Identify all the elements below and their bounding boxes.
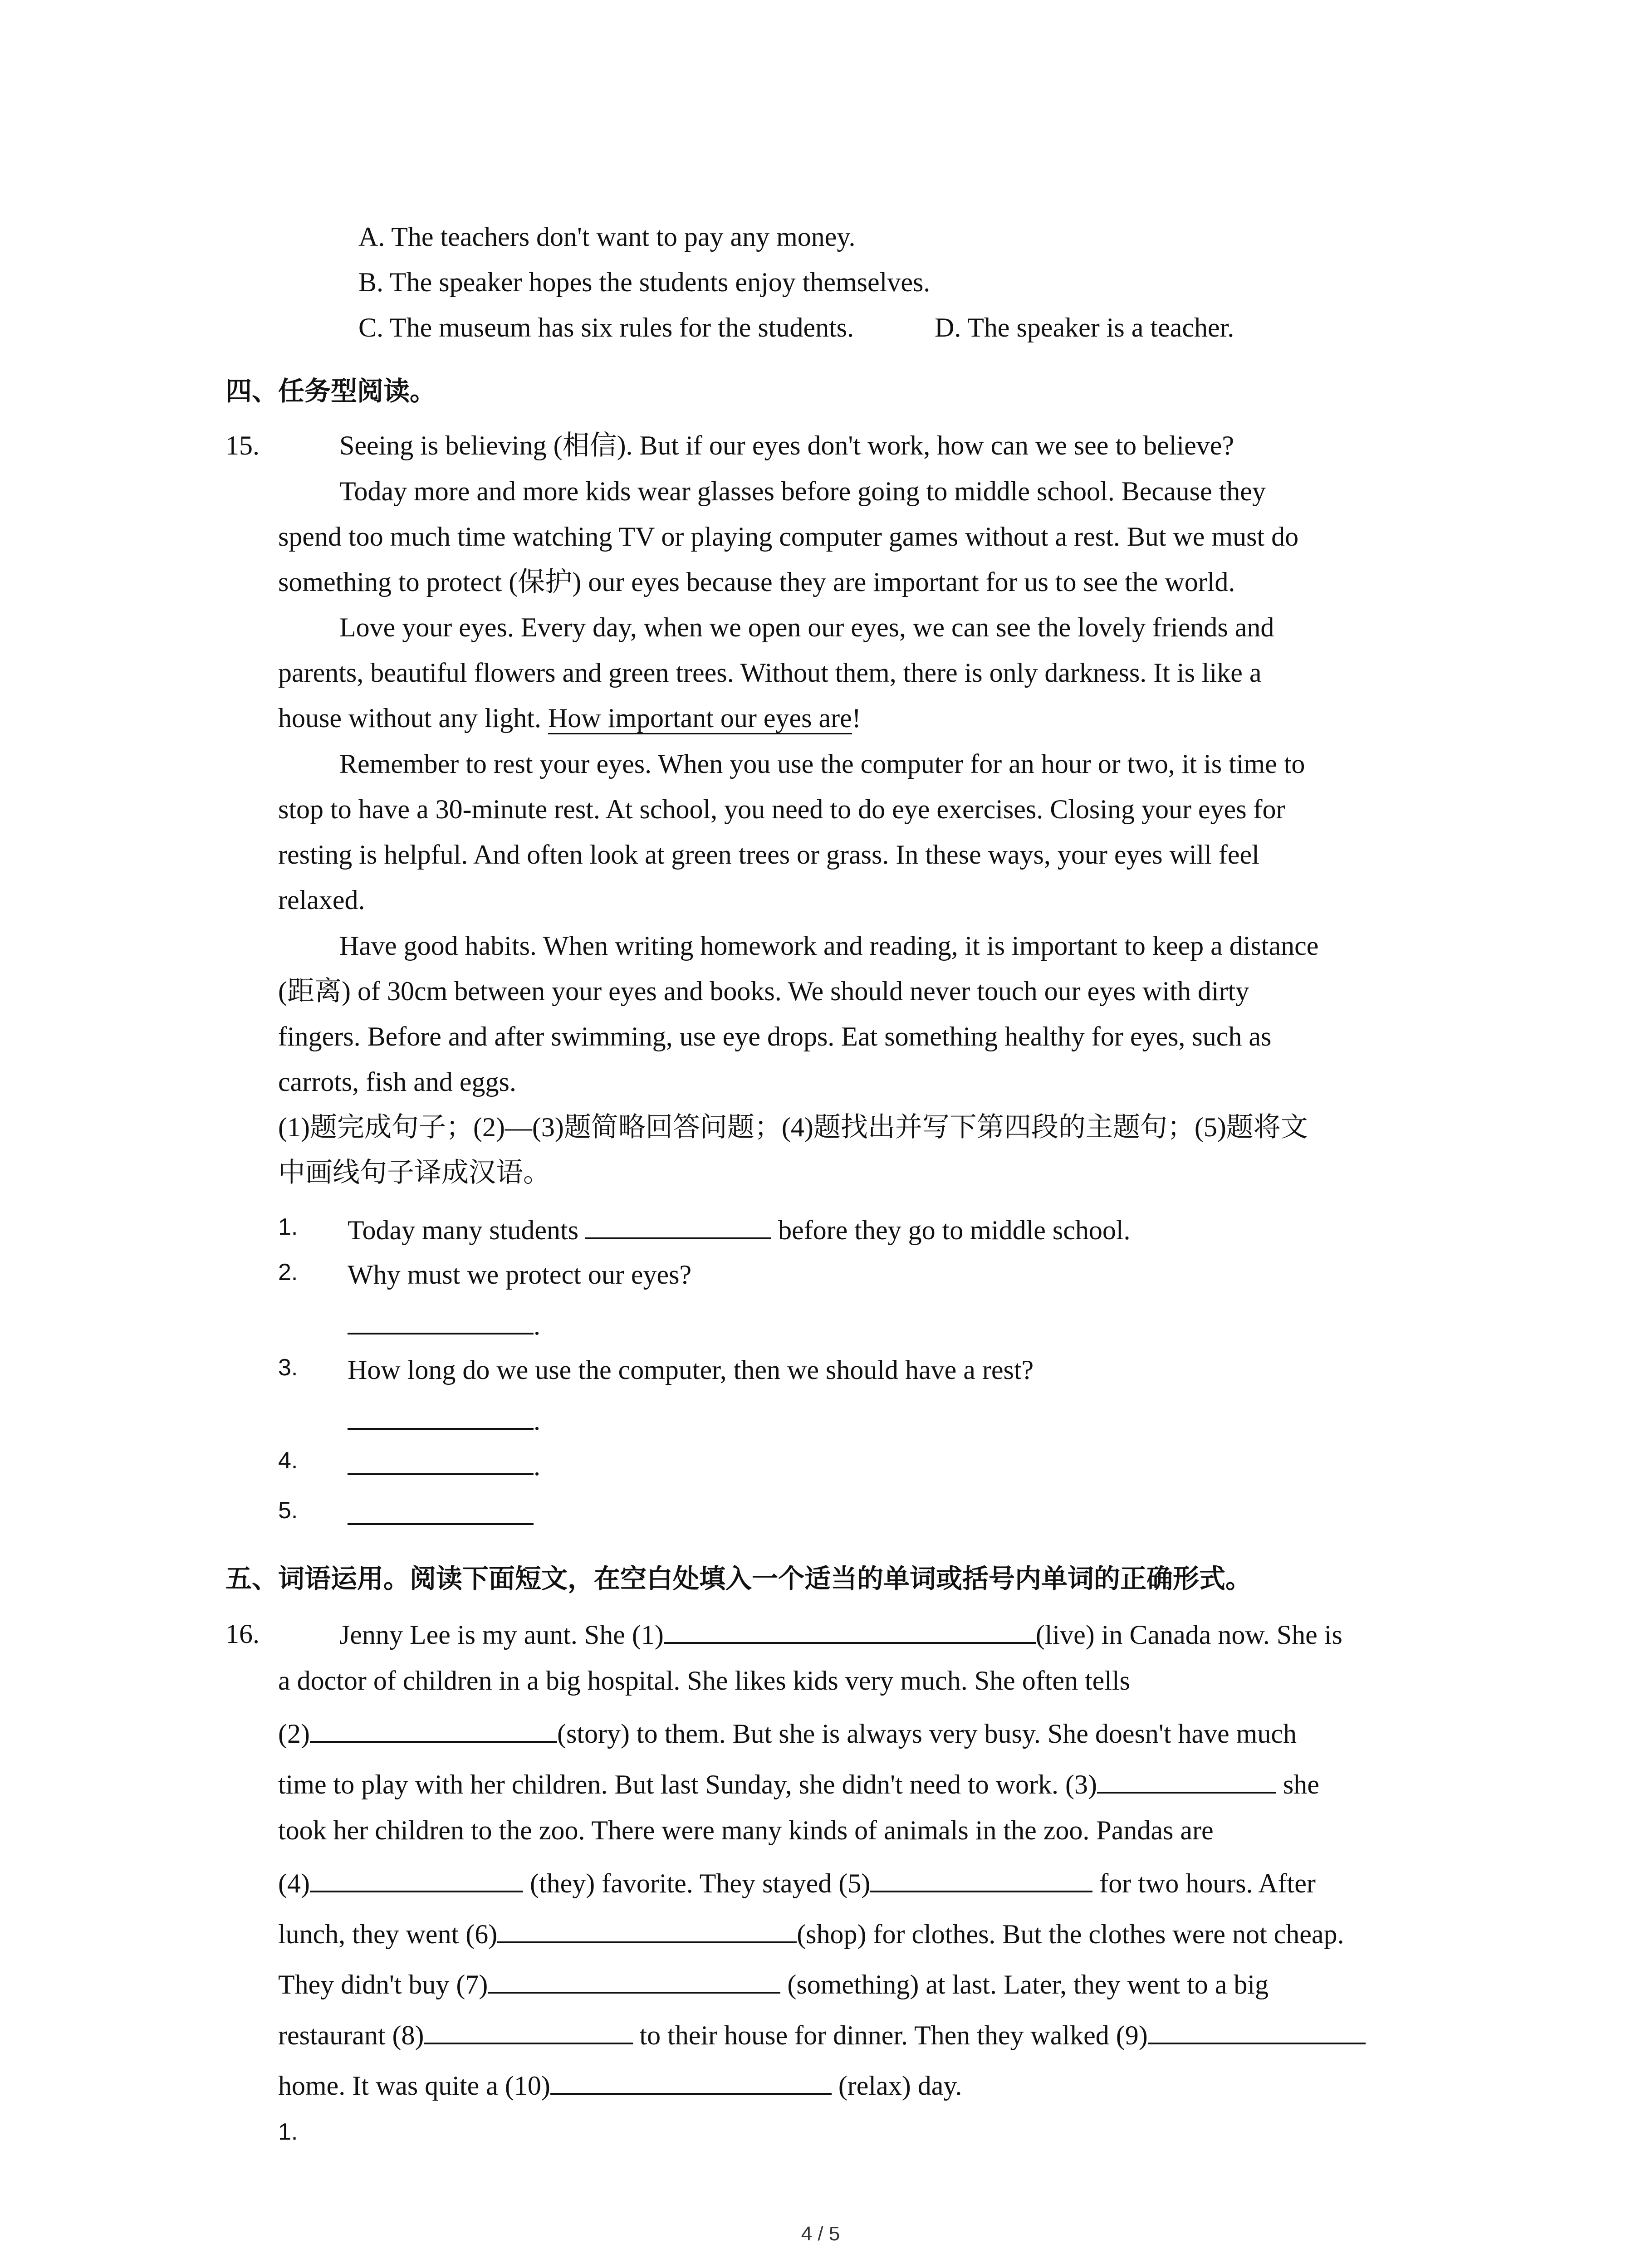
section-4-title: 四、任务型阅读。	[225, 376, 436, 406]
cloze-line	[278, 2067, 962, 2104]
answer-line-5	[348, 1497, 534, 1534]
passage-p2-line: Today more and more kids wear glasses before going to middle school. Because they	[339, 476, 1266, 506]
text: (2)	[278, 1719, 310, 1749]
page-number: 4 / 5	[801, 2223, 840, 2245]
cloze-blank-10[interactable]	[550, 2067, 832, 2095]
passage-p2-line: something to protect (保护) our eyes because they are important for us to see the world.	[278, 567, 1235, 597]
subquestion-number: 3.	[278, 1354, 298, 1381]
cloze-line	[339, 1616, 1342, 1653]
subquestion-number: 5.	[278, 1497, 298, 1524]
cloze-blank-7[interactable]	[488, 1965, 780, 1994]
text: (relax) day.	[831, 2071, 962, 2101]
text: (they) favorite. They stayed (5)	[523, 1868, 871, 1898]
subquestion-2: Why must we protect our eyes?	[348, 1260, 692, 1290]
text: restaurant (8)	[278, 2020, 424, 2050]
question-16-number: 16.	[225, 1619, 260, 1649]
subquestion-number: 2.	[278, 1259, 298, 1286]
answer-line-3	[348, 1402, 540, 1439]
passage-p3-last-line	[278, 700, 861, 736]
text: (live) in Canada now. She is	[1035, 1620, 1342, 1650]
answer-line-4	[348, 1447, 540, 1484]
subquestion-number: 4.	[278, 1447, 298, 1474]
cloze-blank-3[interactable]	[1097, 1765, 1276, 1794]
cloze-line	[278, 1715, 1297, 1752]
answer-blank[interactable]	[348, 1402, 534, 1430]
subquestion-number: 1.	[278, 1214, 298, 1240]
period: .	[534, 1451, 540, 1481]
question-15-number: 15.	[225, 430, 260, 460]
text: !	[852, 703, 861, 733]
cloze-blank-6[interactable]	[497, 1915, 797, 1943]
option-d: D. The speaker is a teacher.	[935, 313, 1234, 342]
cloze-blank-4[interactable]	[310, 1864, 523, 1892]
cloze-blank-8[interactable]	[424, 2016, 633, 2044]
underlined-sentence: How important our eyes are	[548, 703, 852, 734]
text: Today many students	[348, 1215, 579, 1245]
cloze-blank-1[interactable]	[664, 1616, 1036, 1644]
instructions-line: (1)题完成句子；(2)—(3)题简略回答问题；(4)题找出并写下第四段的主题句；(5)题将文	[278, 1112, 1308, 1142]
instructions-line: 中画线句子译成汉语。	[278, 1158, 550, 1188]
cloze-blank-5[interactable]	[870, 1864, 1092, 1892]
period: .	[534, 1406, 540, 1436]
text: (story) to them. But she is always very busy. She doesn't have much	[557, 1719, 1297, 1749]
text: house without any light.	[278, 703, 548, 733]
text: They didn't buy (7)	[278, 1970, 488, 1999]
subquestion-3: How long do we use the computer, then we should have a rest?	[348, 1355, 1034, 1385]
text: (shop) for clothes. But the clothes were not cheap.	[797, 1919, 1344, 1949]
passage-paragraph-1: Seeing is believing (相信). But if our eyes don't work, how can we see to believe?	[339, 430, 1234, 460]
answer-line-2	[348, 1306, 540, 1344]
passage-p4-line: relaxed.	[278, 885, 365, 915]
text: to their house for dinner. Then they walked (9)	[632, 2020, 1148, 2050]
cloze-line: took her children to the zoo. There were many kinds of animals in the zoo. Pandas are	[278, 1815, 1214, 1845]
passage-p2-line: spend too much time watching TV or playing computer games without a rest. But we must do	[278, 522, 1299, 552]
answer-blank[interactable]	[585, 1211, 771, 1239]
answer-blank[interactable]	[348, 1497, 534, 1525]
text: time to play with her children. But last Sunday, she didn't need to work. (3)	[278, 1769, 1097, 1799]
passage-p5-line: fingers. Before and after swimming, use eye drops. Eat something healthy for eyes, such as	[278, 1022, 1272, 1051]
text: for two hours. After	[1092, 1868, 1316, 1898]
passage-p3-line: parents, beautiful flowers and green trees. Without them, there is only darkness. It is like a	[278, 658, 1262, 688]
cloze-blank-2[interactable]	[310, 1715, 557, 1743]
passage-p4-line: resting is helpful. And often look at green trees or grass. In these ways, your eyes will feel	[278, 840, 1259, 870]
option-c: C. The museum has six rules for the students.	[358, 313, 854, 342]
option-a: A. The teachers don't want to pay any money.	[358, 222, 856, 252]
cloze-line	[278, 1864, 1316, 1901]
text: lunch, they went (6)	[278, 1919, 498, 1949]
answer-number: 1.	[278, 2119, 298, 2145]
cloze-line	[278, 2016, 1366, 2053]
cloze-blank-9[interactable]	[1148, 2016, 1366, 2044]
passage-p5-line: Have good habits. When writing homework and reading, it is important to keep a distance	[339, 931, 1319, 961]
answer-blank[interactable]	[348, 1306, 534, 1334]
passage-p5-line: carrots, fish and eggs.	[278, 1067, 516, 1097]
passage-p5-line: (距离) of 30cm between your eyes and books. We should never touch our eyes with dirty	[278, 976, 1249, 1006]
cloze-line	[278, 1765, 1319, 1803]
answer-blank[interactable]	[348, 1447, 534, 1475]
text: (4)	[278, 1868, 310, 1898]
option-b: B. The speaker hopes the students enjoy themselves.	[358, 267, 931, 297]
passage-p3-line: Love your eyes. Every day, when we open our eyes, we can see the lovely friends and	[339, 612, 1274, 642]
subquestion-1	[348, 1211, 1131, 1248]
section-5-title: 五、词语运用。阅读下面短文，在空白处填入一个适当的单词或括号内单词的正确形式。	[225, 1563, 1252, 1594]
passage-p4-line: Remember to rest your eyes. When you use the computer for an hour or two, it is time to	[339, 749, 1305, 779]
passage-p4-line: stop to have a 30-minute rest. At school, you need to do eye exercises. Closing your eyes for	[278, 794, 1285, 824]
period: .	[534, 1310, 540, 1340]
cloze-line: a doctor of children in a big hospital. She likes kids very much. She often tells	[278, 1666, 1130, 1696]
text: (something) at last. Later, they went to a big	[780, 1970, 1269, 1999]
cloze-line	[278, 1965, 1269, 2003]
cloze-line	[278, 1915, 1344, 1952]
text: she	[1276, 1769, 1319, 1799]
text: home. It was quite a (10)	[278, 2071, 550, 2101]
text: before they go to middle school.	[778, 1215, 1131, 1245]
text: Jenny Lee is my aunt. She (1)	[339, 1620, 664, 1650]
